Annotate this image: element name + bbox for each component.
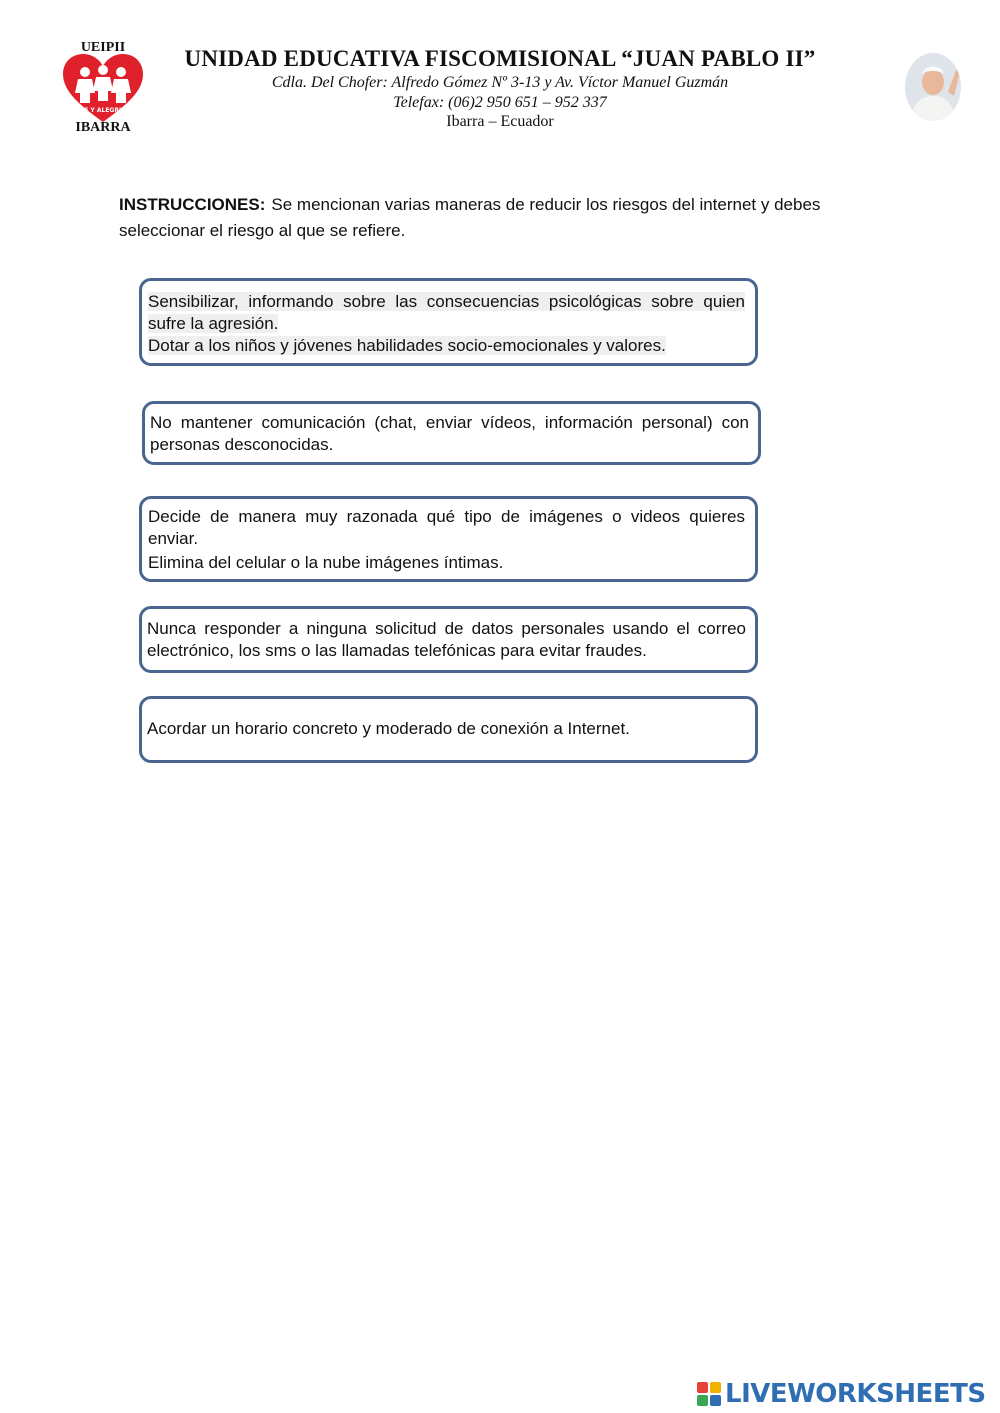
address-line-2: Telefax: (06)2 950 651 – 952 337 xyxy=(393,94,607,111)
risk-box-3-line-1: Decide de manera muy razonada qué tipo de imágenes o videos quieres enviar. xyxy=(148,507,745,548)
risk-box-2-text: No mantener comunicación (chat, enviar vídeos, información personal) con personas desconocidas. xyxy=(150,413,749,454)
liveworksheets-logo-icon xyxy=(697,1382,721,1406)
risk-box-2[interactable] xyxy=(142,401,761,465)
instructions-text: Se mencionan varias maneras de reducir los riesgos del internet y debes seleccionar el riesgo al que se refiere. xyxy=(119,195,821,240)
logo-bottom-text: IBARRA xyxy=(75,120,131,135)
instructions-label: INSTRUCCIONES: xyxy=(119,195,266,214)
pope-portrait-icon xyxy=(904,52,962,122)
logo-top-text: UEIPII xyxy=(80,40,126,55)
instructions xyxy=(119,192,839,244)
risk-box-4[interactable] xyxy=(139,606,758,673)
school-title: UNIDAD EDUCATIVA FISCOMISIONAL “JUAN PABLO II” xyxy=(184,46,816,71)
risk-box-1-line-2: Dotar a los niños y jóvenes habilidades socio-emocionales y valores. xyxy=(148,336,666,355)
risk-box-5[interactable] xyxy=(139,696,758,763)
risk-box-1-line-1: Sensibilizar, informando sobre las consecuencias psicológicas sobre quien sufre la agresión. xyxy=(148,292,745,333)
risk-box-3-line-2: Elimina del celular o la nube imágenes íntimas. xyxy=(148,553,504,572)
liveworksheets-brand xyxy=(697,1377,986,1411)
risk-box-3[interactable] xyxy=(139,496,758,582)
address-line-3: Ibarra – Ecuador xyxy=(446,113,554,130)
risk-box-4-text: Nunca responder a ninguna solicitud de datos personales usando el correo electrónico, los sms o las llamadas telefónicas para evitar fraudes. xyxy=(147,619,746,660)
risk-box-1[interactable] xyxy=(139,278,758,366)
brand-wordmark: LIVEWORKSHEETS xyxy=(725,1379,986,1409)
risk-box-5-text: Acordar un horario concreto y moderado de conexión a Internet. xyxy=(147,719,630,738)
logo-slogan: FE Y ALEGRIA xyxy=(80,107,126,114)
address-line-1: Cdla. Del Chofer: Alfredo Gómez Nº 3-13 y Av. Víctor Manuel Guzmán xyxy=(271,74,729,91)
